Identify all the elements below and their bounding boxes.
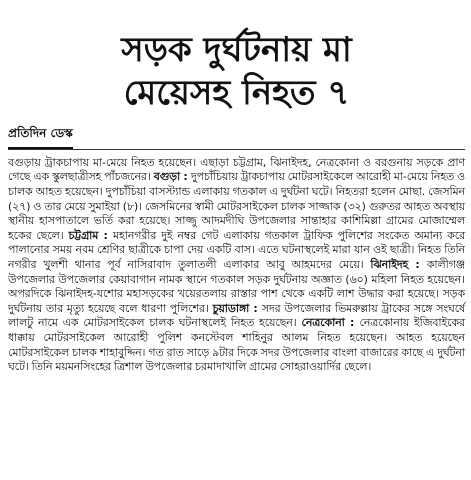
- dateline-netrokona: নেত্রকোনা :: [301, 316, 360, 330]
- dateline-bogura: বগুড়া :: [153, 170, 191, 184]
- article-body: [8, 156, 465, 375]
- netrokona-text: নেত্রকোনায় ইজিবাইকের ধাক্কায় মোটরসাইকেল আরোহী পুলিশ কনস্টেবল শাহিনুর আলম নিহত হয়েছেন। আহত হয়েছেন মোটরসাইকেল চালক শাহাবুদ্দিন। গত রাত সাড়ে ৯টার দিকে সদর উপজেলার বাংলা বাজারের কাছে এ দুর্ঘটনা ঘটে। তিনি ময়মনসিংহের ত্রিশাল উপজেলার চরমাদাখালি গ্রামের সোহরাওয়ার্দির ছেলে।: [8, 316, 465, 374]
- headline-line-1: সড়ক দুর্ঘটনায় মা: [121, 30, 352, 70]
- chuadanga-text: সদর উপজেলার ভিমরুল্লায় ট্রাকের সঙ্গে সংঘর্ষে লালটু নামে এক মোটরসাইকেল চালক ঘটনাস্থলেই নিহত হয়েছেন।: [8, 301, 465, 330]
- dateline-chuadanga: চুয়াডাঙ্গা :: [212, 301, 262, 315]
- chattogram-text: মহানগরীর দুই নম্বর গেট এলাকায় গতকাল ট্রাফিক পুলিশের সংকেত অমান্য করে পালানোর সময় নবম শ্রেণির ছাত্রীকে চাপা দেয় একটি বাস। এতে ঘটনাস্থলেই মারা যান ওই ছাত্রী। নিহত তিনি নগরীর খুলশী থানার পূর্ব নাসিরাবাদ তুলাতলী এলাকার আবু আহমদের মেয়ে।: [8, 228, 466, 271]
- dateline-chattogram: চট্টগ্রাম :: [68, 228, 114, 242]
- desk-byline: প্রতিদিন ডেস্ক: [8, 125, 73, 149]
- byline-divider: [8, 149, 465, 150]
- dateline-jhenaidah: ঝিনাইদহ :: [370, 257, 427, 271]
- headline-line-2: মেয়েসহ নিহত ৭: [123, 73, 350, 114]
- bogura-text: দুপচাঁচিয়ায় ট্রাকচাপায় মোটরসাইকেলে আরোহী মা-মেয়ে নিহত ও চালক আহত হয়েছেন। দুপচাঁচিয়া বাসস্ট্যান্ড এলাকায় গতকাল এ দুর্ঘটনা ঘটে। নিহতরা হলেন মোছা. জেসমিন (২৭) ও তার মেয়ে সুমাইয়া (৮)। জেসমিনের স্বামী মোটরসাইকেল চালক সাজ্জাক (৩২) গুরুতর আহত অবস্থায় স্থানীয় হাসপাতালে ভর্তি করা হয়েছে। সাজ্জু আদমদীঘি উপজেলার সান্তাহার কাশিমিল্লা গ্রামের মোজাম্মেল হকের ছেলে।: [8, 170, 465, 242]
- intro-text: বগুড়ায় ট্রাকচাপায় মা-মেয়ে নিহত হয়েছেন। এছাড়া চট্টগ্রাম, ঝিনাইদহ, নেত্রকোনা ও বরগুনায় সড়কে প্রাণ গেছে এক স্কুলছাত্রীসহ পাঁচজনের।: [8, 155, 465, 184]
- jhenaidah-text: কালীগঞ্জ উপজেলার উপজেলার কেয়াবাগান নামক স্থানে গতকাল সড়ক দুর্ঘটনায় অজ্ঞাত (৬০) মহিলা নিহত হয়েছেন। অপরদিকে ঝিনাইদহ-যশোর মহাসড়কের খয়েরতলায় রাস্তার পাশ থেকে একটি লাশ উদ্ধার করা হয়েছে। সড়ক দুর্ঘটনায় তার মৃত্যু হয়েছে বলে ধারণা পুলিশের।: [8, 257, 465, 315]
